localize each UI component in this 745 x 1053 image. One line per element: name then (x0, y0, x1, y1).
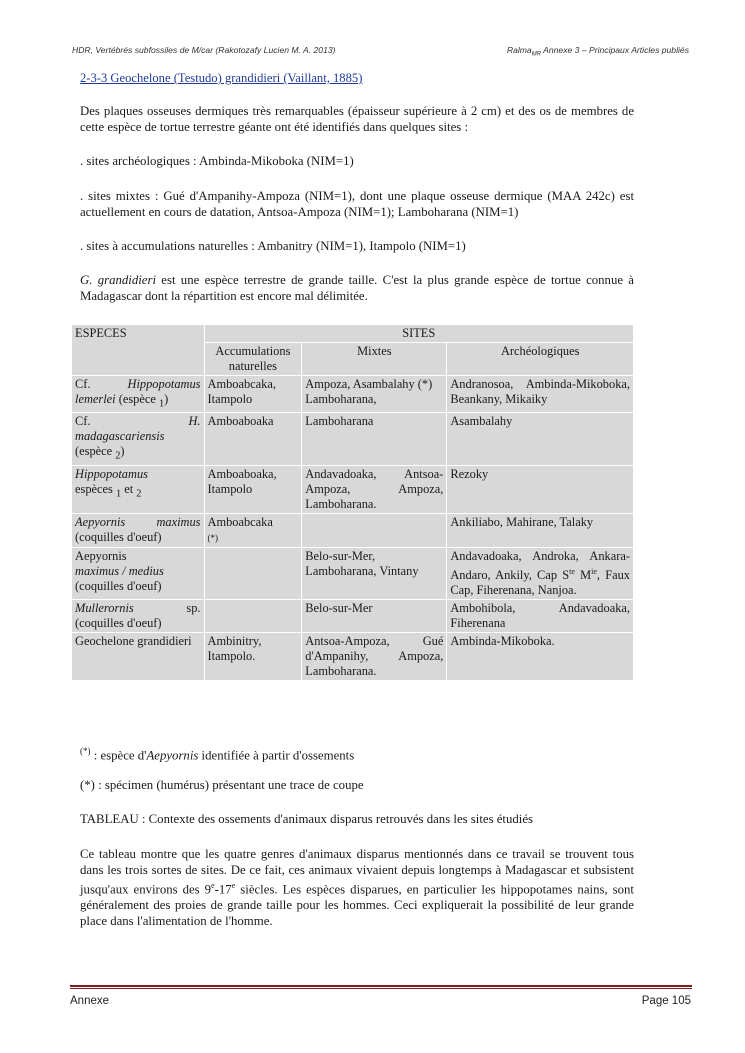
naturelles-cell: Amboaboaka, Itampolo (205, 466, 302, 513)
species-cell: Geochelone grandidieri (72, 633, 204, 680)
mixtes-cell: Belo-sur-Mer (302, 600, 446, 632)
subheader-mixtes: Mixtes (302, 343, 446, 375)
mixtes-cell: Belo-sur-Mer, Lamboharana, Vintany (302, 548, 446, 599)
mixtes-cell: Lamboharana (302, 413, 446, 464)
sites-naturelles-line: . sites à accumulations naturelles : Ambanitry (NIM=1), Itampolo (NIM=1) (80, 239, 466, 253)
subheader-archeo: Archéologiques (447, 343, 633, 375)
page-header (0, 45, 745, 61)
table-row (72, 376, 633, 412)
table-row (72, 633, 633, 680)
header-right: Ralma$_{MR}$ Annexe 3 – Principaux Articles publiés (506, 45, 689, 58)
naturelles-cell (205, 548, 302, 599)
header-sites: SITES (205, 325, 634, 342)
header-left: HDR, Vertébrés subfossiles de M/car (Rakotozafy Lucien M. A. 2013) (72, 45, 336, 55)
mixtes-cell: Andavadoaka, Antsoa-Ampoza, Ampoza, Lamboharana. (302, 466, 446, 513)
mixtes-cell: Ampoza, Asambalahy (*) Lamboharana, (302, 376, 446, 412)
footer-left: Annexe (70, 995, 110, 1007)
naturelles-cell: Ambinitry, Itampolo. (205, 633, 302, 680)
naturelles-cell (205, 600, 302, 632)
footer-divider (70, 985, 692, 987)
archeo-cell: Andavadoaka, Androka, Ankara-Andaro, Ankily, Cap $S^{te}$ $M^{ie}$, Faux Cap, Fiherenana, Nanjoa. (447, 548, 633, 599)
table-row (72, 548, 633, 599)
archeo-cell: Ambohibola, Andavadoaka, Fiherenana (447, 600, 633, 632)
species-paragraph: G. grandidieri est une espèce terrestre de grande taille. C'est la plus grande espèce de tortue connue à Madagascar dont la répartition est encore mal délimitée. (80, 273, 634, 303)
species-cell: Cf. H. madagascariensis (espèce $_2$) (72, 413, 204, 464)
mixtes-cell: Antsoa-Ampoza, Gué d'Ampanihy, Ampoza, Lamboharana. (302, 633, 446, 680)
page-number: Page 105 (641, 995, 691, 1007)
species-cell: Cf. Hippopotamus lemerlei (espèce $_1$) (72, 376, 204, 412)
naturelles-cell: Amboabcaka (*) (205, 514, 302, 547)
header-especes: ESPECES (72, 325, 204, 375)
intro-paragraph: Des plaques osseuses dermiques très remarquables (épaisseur supérieure à 2 cm) et des os de membres de cette espèce de tortue terrestre géante ont été identifiés dans quelques sites : (80, 104, 634, 134)
table-row (72, 413, 633, 464)
sites-mixtes-line: . sites mixtes : Gué d'Ampanihy-Ampoza (NIM=1), dont une plaque osseuse dermique (MAA 242c) est actuellement en cours de datation, Antsoa-Ampoza (NIM=1); Lamboharana (NIM=1) (80, 189, 634, 219)
naturelles-cell: Amboaboaka (205, 413, 302, 464)
subheader-naturelles: Accumulations naturelles (205, 343, 302, 375)
species-cell: Aepyornis maximus (coquilles d'oeuf) (72, 514, 204, 547)
species-cell: Aepyornis maximus / medius (coquilles d'oeuf) (72, 548, 204, 599)
table-row (72, 514, 633, 547)
section-title: 2-3-3 Geochelone (Testudo) grandidieri (Vaillant, 1885) (80, 71, 363, 85)
table-header-row (72, 325, 633, 342)
table-row (72, 466, 633, 513)
footnote-2: (*) : spécimen (humérus) présentant une trace de coupe (80, 778, 364, 792)
species-cell: Hippopotamus espèces $_1$ et $_2$ (72, 466, 204, 513)
table-caption: TABLEAU : Contexte des ossements d'animaux disparus retrouvés dans les sites étudiés (80, 812, 534, 826)
archeo-cell: Ambinda-Mikoboka. (447, 633, 633, 680)
mixtes-cell (302, 514, 446, 547)
sites-table (71, 324, 634, 681)
sites-archeo-line: . sites archéologiques : Ambinda-Mikoboka (NIM=1) (80, 154, 354, 168)
species-cell: Mullerornis sp. (coquilles d'oeuf) (72, 600, 204, 632)
archeo-cell: Ankiliabo, Mahirane, Talaky (447, 514, 633, 547)
table-row (72, 600, 633, 632)
footer-divider-thin (70, 988, 692, 989)
footnote-1: (*) : espèce d'Aepyornis identifiée à partir d'ossements (80, 746, 355, 763)
archeo-cell: Rezoky (447, 466, 633, 513)
naturelles-cell: Amboabcaka, Itampolo (205, 376, 302, 412)
conclusion-paragraph: Ce tableau montre que les quatre genres d'animaux disparus mentionnés dans ce travail se trouvent tous dans les trois sortes de sites. De ce fait, ces animaux vivaient depuis longtemps à Madagascar et subsistent jusqu'aux environs des 9e-17e siècles. Les espèces disparues, en particulier les hippopotames nains, sont généralement des proies de grande taille pour les hommes. Ceci expliquerait la possibilité de leur grande place dans l'alimentation de l'homme. (80, 847, 634, 929)
archeo-cell: Andranosoa, Ambinda-Mikoboka, Beankany, Mikaiky (447, 376, 633, 412)
archeo-cell: Asambalahy (447, 413, 633, 464)
